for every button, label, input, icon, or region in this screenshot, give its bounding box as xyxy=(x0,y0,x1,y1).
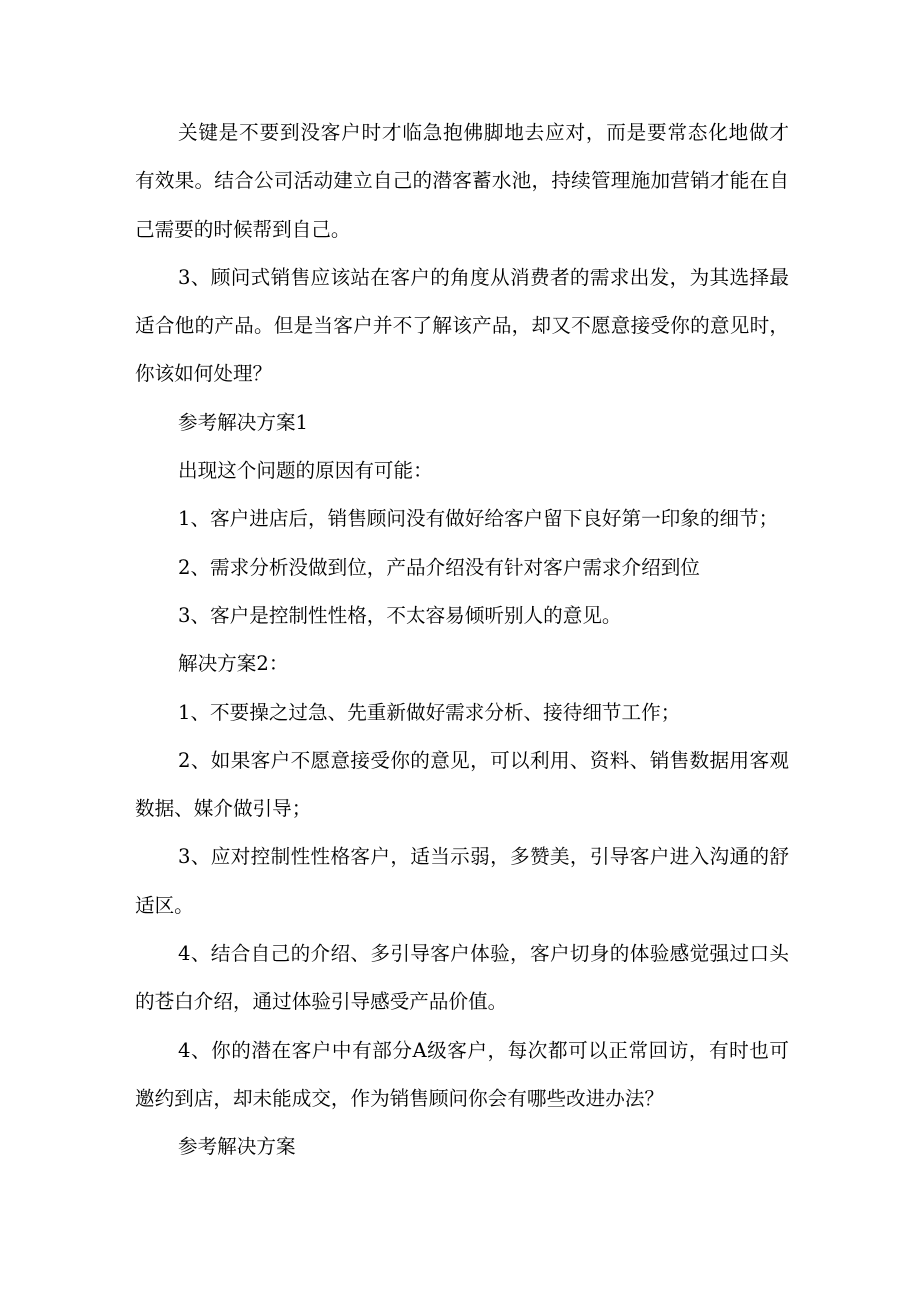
solution-item-3 xyxy=(135,833,789,930)
cause-item-2 xyxy=(135,544,789,592)
possible-causes-intro-text: 出现这个问题的原因有可能： xyxy=(178,459,433,483)
solution-item-4-line-1: 4、结合自己的介绍、多引导客户体验，客户切身的体验感觉强过口头 xyxy=(178,942,789,966)
question-3-line-2: 适合他的产品。但是当客户并不了解该产品，却又不愿意接受你的意见时， xyxy=(135,314,789,338)
question-4-paragraph xyxy=(135,1027,789,1124)
cause-item-3-text: 3、客户是控制性性格，不太容易倾听别人的意见。 xyxy=(178,603,622,627)
question-3-line-1: 3、顾问式销售应该站在客户的角度从消费者的需求出发，为其选择最 xyxy=(178,265,789,289)
solution-item-4-line-2: 的苍白介绍，通过体验引导感受产品价值。 xyxy=(135,990,508,1014)
reference-solution-heading-text: 参考解决方案 xyxy=(178,1135,296,1159)
reference-solution-1-heading xyxy=(135,399,789,447)
possible-causes-intro xyxy=(135,447,789,495)
solution-item-2 xyxy=(135,737,789,834)
question-3-paragraph xyxy=(135,254,789,399)
cause-item-1-text: 1、客户进店后，销售顾问没有做好给客户留下良好第一印象的细节； xyxy=(178,507,779,531)
solution-item-2-line-1: 2、如果客户不愿意接受你的意见，可以利用、资料、销售数据用客观 xyxy=(178,748,789,772)
solution-item-4 xyxy=(135,930,789,1027)
reference-solution-1-heading-text: 参考解决方案1 xyxy=(178,410,309,434)
prospect-pool-line-2: 有效果。结合公司活动建立自己的潜客蓄水池，持续管理施加营销才能在自 xyxy=(135,169,789,193)
solution-item-3-line-1: 3、应对控制性性格客户，适当示弱，多赞美，引导客户进入沟通的舒 xyxy=(178,845,789,869)
cause-item-2-text: 2、需求分析没做到位，产品介绍没有针对客户需求介绍到位 xyxy=(178,555,700,579)
solution-item-1 xyxy=(135,689,789,737)
document-body xyxy=(135,109,789,1172)
solution-item-2-line-2: 数据、媒介做引导； xyxy=(135,797,312,821)
solution-item-1-text: 1、不要操之过急、先重新做好需求分析、接待细节工作； xyxy=(178,700,681,724)
question-4-line-1: 4、你的潜在客户中有部分A级客户，每次都可以正常回访，有时也可 xyxy=(178,1038,789,1062)
cause-item-3 xyxy=(135,592,789,640)
reference-solution-heading xyxy=(135,1123,789,1171)
question-4-line-2: 邀约到店，却未能成交，作为销售顾问你会有哪些改进办法？ xyxy=(135,1086,665,1110)
question-3-line-3: 你该如何处理？ xyxy=(135,362,273,386)
prospect-pool-paragraph xyxy=(135,109,789,254)
solution-item-3-line-2: 适区。 xyxy=(135,893,194,917)
cause-item-1 xyxy=(135,495,789,543)
solution-2-heading xyxy=(135,640,789,688)
prospect-pool-line-3: 己需要的时候帮到自己。 xyxy=(135,217,351,241)
prospect-pool-line-1: 关键是不要到没客户时才临急抱佛脚地去应对，而是要常态化地做才 xyxy=(178,121,789,144)
solution-2-heading-text: 解决方案2： xyxy=(178,652,289,676)
